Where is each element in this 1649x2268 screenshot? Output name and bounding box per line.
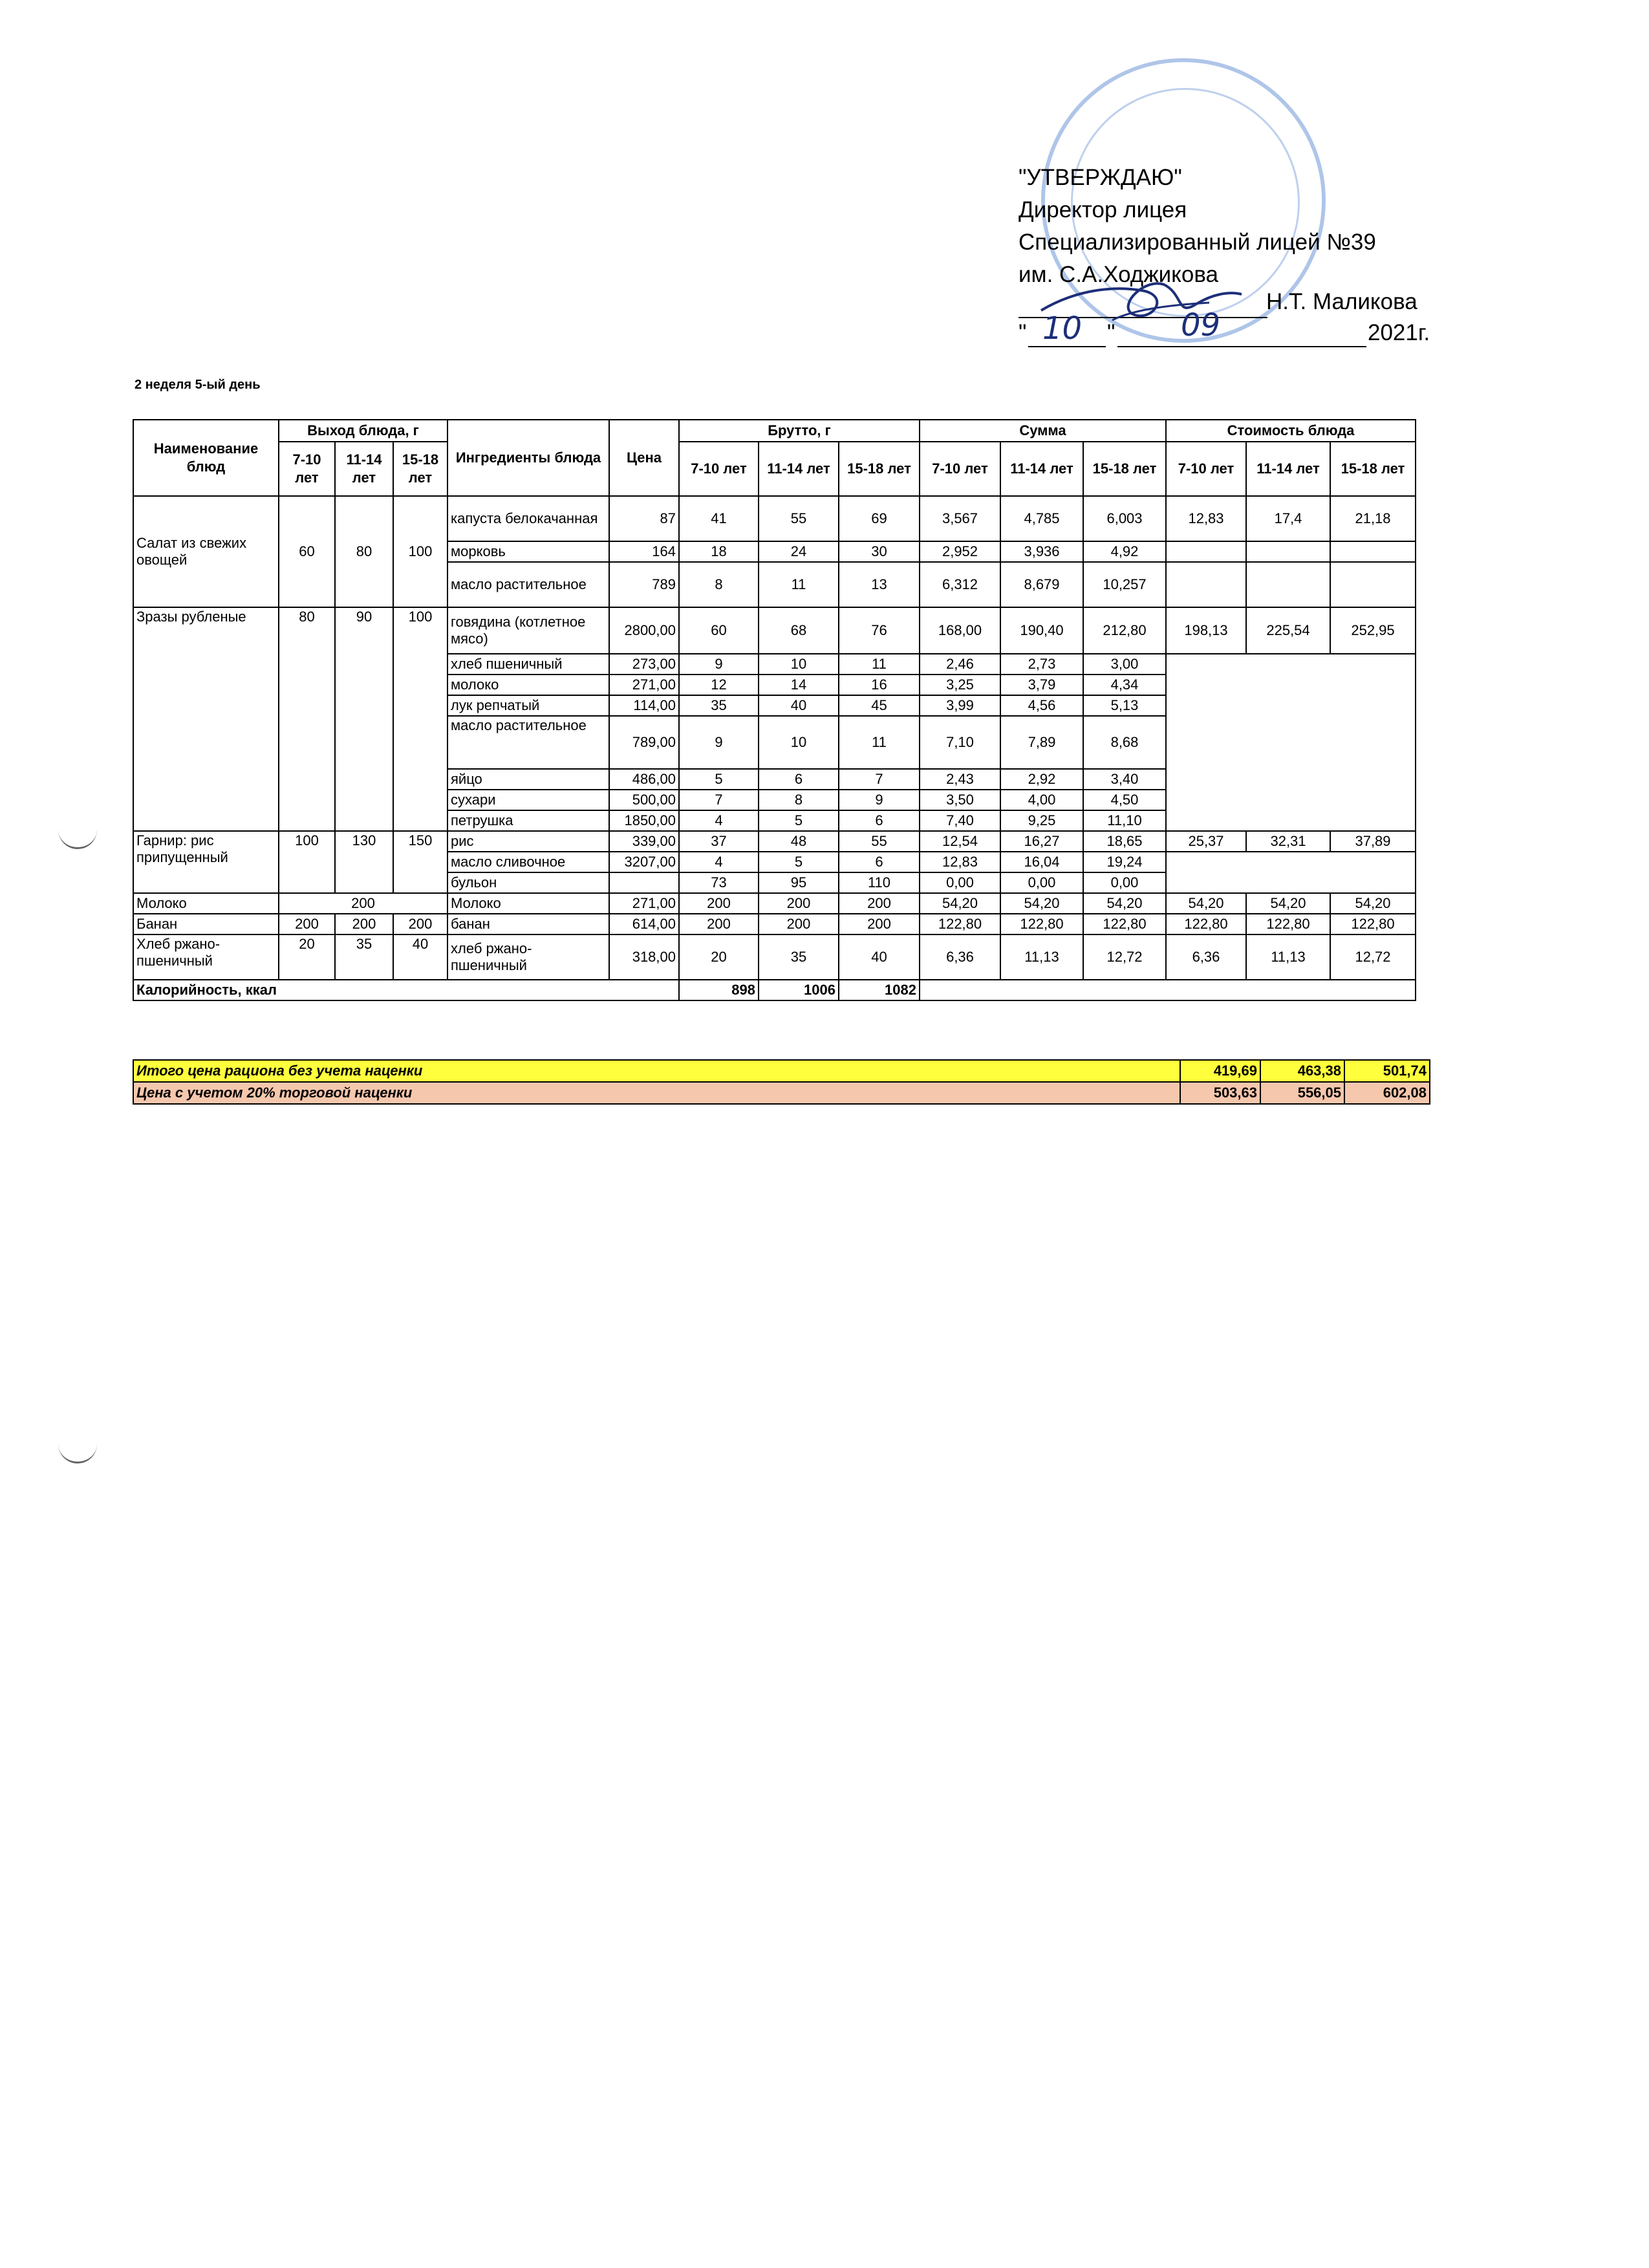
sum-7-10: 2,952 (920, 541, 1000, 562)
yield-11-14: 130 (335, 831, 393, 893)
gross-7-10: 200 (679, 914, 759, 934)
header-yield-7-10: 7-10 лет (279, 442, 335, 496)
price: 318,00 (609, 934, 679, 980)
gross-15-18: 13 (839, 562, 920, 607)
gross-15-18: 45 (839, 695, 920, 716)
gross-15-18: 7 (839, 769, 920, 790)
cost-empty (1330, 562, 1416, 607)
price: 789,00 (609, 716, 679, 769)
sum-15-18: 3,40 (1083, 769, 1166, 790)
ingredient: капуста белокачанная (447, 496, 609, 541)
gross-11-14: 40 (759, 695, 839, 716)
yield-15-18: 100 (393, 607, 447, 831)
ingredient: сухари (447, 790, 609, 810)
ingredient: масло растительное (447, 716, 609, 769)
price (609, 872, 679, 893)
header-gross-7-10: 7-10 лет (679, 442, 759, 496)
calories-label: Калорийность, ккал (133, 980, 679, 1000)
header-sum-7-10: 7-10 лет (920, 442, 1000, 496)
ingredient: лук репчатый (447, 695, 609, 716)
yield-15-18: 150 (393, 831, 447, 893)
gross-15-18: 76 (839, 607, 920, 654)
price: 1850,00 (609, 810, 679, 831)
calories-row (133, 980, 1416, 1000)
gross-7-10: 37 (679, 831, 759, 852)
sum-15-18: 19,24 (1083, 852, 1166, 872)
sum-15-18: 4,34 (1083, 675, 1166, 695)
totals-table (133, 1059, 1430, 1105)
sum-7-10: 122,80 (920, 914, 1000, 934)
gross-11-14: 95 (759, 872, 839, 893)
yield-15-18: 100 (393, 496, 447, 607)
cost-11-14: 11,13 (1246, 934, 1330, 980)
sum-7-10: 3,99 (920, 695, 1000, 716)
gross-7-10: 4 (679, 810, 759, 831)
handwritten-day: 10 (1042, 310, 1083, 347)
gross-11-14: 48 (759, 831, 839, 852)
header-sum-15-18: 15-18 лет (1083, 442, 1166, 496)
gross-15-18: 9 (839, 790, 920, 810)
gross-15-18: 40 (839, 934, 920, 980)
ingredient: масло сливочное (447, 852, 609, 872)
price: 271,00 (609, 893, 679, 914)
gross-15-18: 11 (839, 716, 920, 769)
dish-name: Банан (133, 914, 279, 934)
gross-15-18: 6 (839, 852, 920, 872)
sum-11-14: 190,40 (1000, 607, 1083, 654)
ingredient: бульон (447, 872, 609, 893)
gross-7-10: 35 (679, 695, 759, 716)
header-dish: Наименование блюд (133, 420, 279, 496)
sum-11-14: 4,00 (1000, 790, 1083, 810)
gross-7-10: 12 (679, 675, 759, 695)
sum-11-14: 7,89 (1000, 716, 1083, 769)
ingredient: рис (447, 831, 609, 852)
sum-7-10: 0,00 (920, 872, 1000, 893)
gross-11-14: 55 (759, 496, 839, 541)
cost-merged-empty (1166, 852, 1416, 893)
ingredient: хлеб ржано-пшеничный (447, 934, 609, 980)
ingredient: банан (447, 914, 609, 934)
gross-11-14: 5 (759, 810, 839, 831)
gross-15-18: 200 (839, 914, 920, 934)
cost-empty (1166, 541, 1246, 562)
yield-7-10: 100 (279, 831, 335, 893)
table-row (133, 607, 1416, 654)
gross-7-10: 9 (679, 654, 759, 675)
price: 614,00 (609, 914, 679, 934)
gross-15-18: 16 (839, 675, 920, 695)
sum-7-10: 2,43 (920, 769, 1000, 790)
total-markup-15-18: 602,08 (1344, 1082, 1430, 1104)
gross-11-14: 14 (759, 675, 839, 695)
price: 164 (609, 541, 679, 562)
cost-empty (1246, 541, 1330, 562)
header-ingredients: Ингредиенты блюда (447, 420, 609, 496)
sum-11-14: 11,13 (1000, 934, 1083, 980)
sum-15-18: 212,80 (1083, 607, 1166, 654)
sum-15-18: 5,13 (1083, 695, 1166, 716)
gross-11-14: 5 (759, 852, 839, 872)
approval-heading: "УТВЕРЖДАЮ" (1018, 165, 1182, 190)
ingredient: Молоко (447, 893, 609, 914)
gross-7-10: 41 (679, 496, 759, 541)
cost-7-10: 6,36 (1166, 934, 1246, 980)
yield-15-18: 200 (393, 914, 447, 934)
sum-7-10: 168,00 (920, 607, 1000, 654)
sum-7-10: 3,25 (920, 675, 1000, 695)
month-line (1117, 346, 1366, 347)
yield-7-10: 80 (279, 607, 335, 831)
table-row (133, 914, 1416, 934)
sum-15-18: 8,68 (1083, 716, 1166, 769)
header-gross: Брутто, г (679, 420, 920, 442)
sum-15-18: 11,10 (1083, 810, 1166, 831)
sum-15-18: 10,257 (1083, 562, 1166, 607)
cost-11-14: 32,31 (1246, 831, 1330, 852)
table-row (133, 893, 1416, 914)
calories-11-14: 1006 (759, 980, 839, 1000)
yield-11-14: 80 (335, 496, 393, 607)
approval-school: Специализированный лицей №39 (1018, 230, 1376, 255)
sum-11-14: 16,04 (1000, 852, 1083, 872)
gross-7-10: 7 (679, 790, 759, 810)
sum-11-14: 3,79 (1000, 675, 1083, 695)
gross-7-10: 5 (679, 769, 759, 790)
price: 339,00 (609, 831, 679, 852)
header-cost-7-10: 7-10 лет (1166, 442, 1246, 496)
yield-merged: 200 (279, 893, 447, 914)
gross-7-10: 60 (679, 607, 759, 654)
cost-7-10: 25,37 (1166, 831, 1246, 852)
yield-11-14: 90 (335, 607, 393, 831)
gross-15-18: 11 (839, 654, 920, 675)
gross-11-14: 10 (759, 654, 839, 675)
total-markup-11-14: 556,05 (1260, 1082, 1344, 1104)
calories-7-10: 898 (679, 980, 759, 1000)
sum-7-10: 2,46 (920, 654, 1000, 675)
sum-7-10: 3,50 (920, 790, 1000, 810)
gross-7-10: 9 (679, 716, 759, 769)
cost-15-18: 122,80 (1330, 914, 1416, 934)
gross-7-10: 4 (679, 852, 759, 872)
sum-11-14: 2,92 (1000, 769, 1083, 790)
punch-mark (58, 828, 97, 849)
yield-7-10: 200 (279, 914, 335, 934)
sum-15-18: 4,50 (1083, 790, 1166, 810)
yield-11-14: 200 (335, 914, 393, 934)
approval-school-name: им. С.А.Ходжикова (1018, 262, 1219, 287)
header-sum-11-14: 11-14 лет (1000, 442, 1083, 496)
price: 87 (609, 496, 679, 541)
dish-name: Салат из свежих овощей (133, 496, 279, 607)
header-gross-11-14: 11-14 лет (759, 442, 839, 496)
approval-position: Директор лицея (1018, 197, 1187, 222)
sum-11-14: 54,20 (1000, 893, 1083, 914)
yield-15-18: 40 (393, 934, 447, 980)
cost-15-18: 37,89 (1330, 831, 1416, 852)
gross-7-10: 8 (679, 562, 759, 607)
yield-7-10: 60 (279, 496, 335, 607)
cost-11-14: 122,80 (1246, 914, 1330, 934)
cost-11-14: 225,54 (1246, 607, 1330, 654)
sum-11-14: 8,679 (1000, 562, 1083, 607)
cost-15-18: 21,18 (1330, 496, 1416, 541)
sum-15-18: 12,72 (1083, 934, 1166, 980)
date-close-quote: " (1107, 320, 1116, 345)
price: 271,00 (609, 675, 679, 695)
price: 2800,00 (609, 607, 679, 654)
header-yield-15-18: 15-18 лет (393, 442, 447, 496)
director-name: Н.Т. Маликова (1266, 289, 1417, 314)
sum-7-10: 7,40 (920, 810, 1000, 831)
gross-11-14: 200 (759, 893, 839, 914)
total-no-markup-11-14: 463,38 (1260, 1060, 1344, 1082)
sum-11-14: 2,73 (1000, 654, 1083, 675)
cost-empty (1166, 562, 1246, 607)
gross-11-14: 35 (759, 934, 839, 980)
total-no-markup-row (133, 1060, 1430, 1082)
table-row (133, 496, 1416, 541)
total-markup-label: Цена с учетом 20% торговой наценки (133, 1082, 1180, 1104)
gross-11-14: 6 (759, 769, 839, 790)
gross-11-14: 8 (759, 790, 839, 810)
price: 3207,00 (609, 852, 679, 872)
cost-empty (1330, 541, 1416, 562)
total-markup-7-10: 503,63 (1180, 1082, 1260, 1104)
sum-11-14: 4,785 (1000, 496, 1083, 541)
sum-15-18: 18,65 (1083, 831, 1166, 852)
sum-15-18: 0,00 (1083, 872, 1166, 893)
price: 789 (609, 562, 679, 607)
sum-7-10: 3,567 (920, 496, 1000, 541)
price: 273,00 (609, 654, 679, 675)
cost-15-18: 54,20 (1330, 893, 1416, 914)
header-yield: Выход блюда, г (279, 420, 447, 442)
ingredient: морковь (447, 541, 609, 562)
dish-name: Хлеб ржано-пшеничный (133, 934, 279, 980)
price: 114,00 (609, 695, 679, 716)
header-cost: Стоимость блюда (1166, 420, 1416, 442)
sum-7-10: 54,20 (920, 893, 1000, 914)
gross-7-10: 20 (679, 934, 759, 980)
table-row (133, 934, 1416, 980)
header-yield-11-14: 11-14 лет (335, 442, 393, 496)
cost-empty (1246, 562, 1330, 607)
sum-11-14: 122,80 (1000, 914, 1083, 934)
gross-15-18: 6 (839, 810, 920, 831)
cost-11-14: 17,4 (1246, 496, 1330, 541)
gross-11-14: 24 (759, 541, 839, 562)
price: 500,00 (609, 790, 679, 810)
gross-7-10: 73 (679, 872, 759, 893)
gross-11-14: 68 (759, 607, 839, 654)
sum-7-10: 12,83 (920, 852, 1000, 872)
sum-11-14: 9,25 (1000, 810, 1083, 831)
header-price: Цена (609, 420, 679, 496)
gross-15-18: 110 (839, 872, 920, 893)
total-no-markup-15-18: 501,74 (1344, 1060, 1430, 1082)
sum-11-14: 16,27 (1000, 831, 1083, 852)
menu-table (133, 419, 1416, 1001)
handwritten-month: 09 (1181, 307, 1221, 343)
punch-mark (58, 1442, 97, 1463)
cost-7-10: 12,83 (1166, 496, 1246, 541)
cost-merged-empty (1166, 654, 1416, 831)
sum-11-14: 4,56 (1000, 695, 1083, 716)
gross-15-18: 55 (839, 831, 920, 852)
cost-7-10: 198,13 (1166, 607, 1246, 654)
sum-11-14: 3,936 (1000, 541, 1083, 562)
sum-15-18: 4,92 (1083, 541, 1166, 562)
price: 486,00 (609, 769, 679, 790)
cost-11-14: 54,20 (1246, 893, 1330, 914)
ingredient: масло растительное (447, 562, 609, 607)
gross-15-18: 200 (839, 893, 920, 914)
cost-15-18: 252,95 (1330, 607, 1416, 654)
table-row (133, 831, 1416, 852)
total-markup-row (133, 1082, 1430, 1104)
ingredient: молоко (447, 675, 609, 695)
sum-11-14: 0,00 (1000, 872, 1083, 893)
ingredient: хлеб пшеничный (447, 654, 609, 675)
calories-empty (920, 980, 1416, 1000)
year: 2021г. (1368, 320, 1430, 345)
sum-15-18: 122,80 (1083, 914, 1166, 934)
ingredient: говядина (котлетное мясо) (447, 607, 609, 654)
gross-11-14: 200 (759, 914, 839, 934)
dish-name: Гарнир: рис припущенный (133, 831, 279, 893)
sum-7-10: 6,36 (920, 934, 1000, 980)
total-no-markup-7-10: 419,69 (1180, 1060, 1260, 1082)
gross-7-10: 200 (679, 893, 759, 914)
yield-7-10: 20 (279, 934, 335, 980)
ingredient: яйцо (447, 769, 609, 790)
total-no-markup-label: Итого цена рациона без учета наценки (133, 1060, 1180, 1082)
gross-15-18: 30 (839, 541, 920, 562)
cost-7-10: 54,20 (1166, 893, 1246, 914)
menu-title: 2 неделя 5-ый день (135, 378, 261, 392)
ingredient: петрушка (447, 810, 609, 831)
sum-15-18: 6,003 (1083, 496, 1166, 541)
header-sum: Сумма (920, 420, 1166, 442)
header-cost-11-14: 11-14 лет (1246, 442, 1330, 496)
gross-11-14: 10 (759, 716, 839, 769)
sum-7-10: 6,312 (920, 562, 1000, 607)
dish-name: Зразы рубленые (133, 607, 279, 831)
sum-15-18: 3,00 (1083, 654, 1166, 675)
sum-7-10: 7,10 (920, 716, 1000, 769)
header-gross-15-18: 15-18 лет (839, 442, 920, 496)
dish-name: Молоко (133, 893, 279, 914)
gross-7-10: 18 (679, 541, 759, 562)
header-cost-15-18: 15-18 лет (1330, 442, 1416, 496)
cost-15-18: 12,72 (1330, 934, 1416, 980)
yield-11-14: 35 (335, 934, 393, 980)
date-open-quote: " (1018, 320, 1027, 345)
sum-15-18: 54,20 (1083, 893, 1166, 914)
sum-7-10: 12,54 (920, 831, 1000, 852)
calories-15-18: 1082 (839, 980, 920, 1000)
gross-11-14: 11 (759, 562, 839, 607)
gross-15-18: 69 (839, 496, 920, 541)
cost-7-10: 122,80 (1166, 914, 1246, 934)
